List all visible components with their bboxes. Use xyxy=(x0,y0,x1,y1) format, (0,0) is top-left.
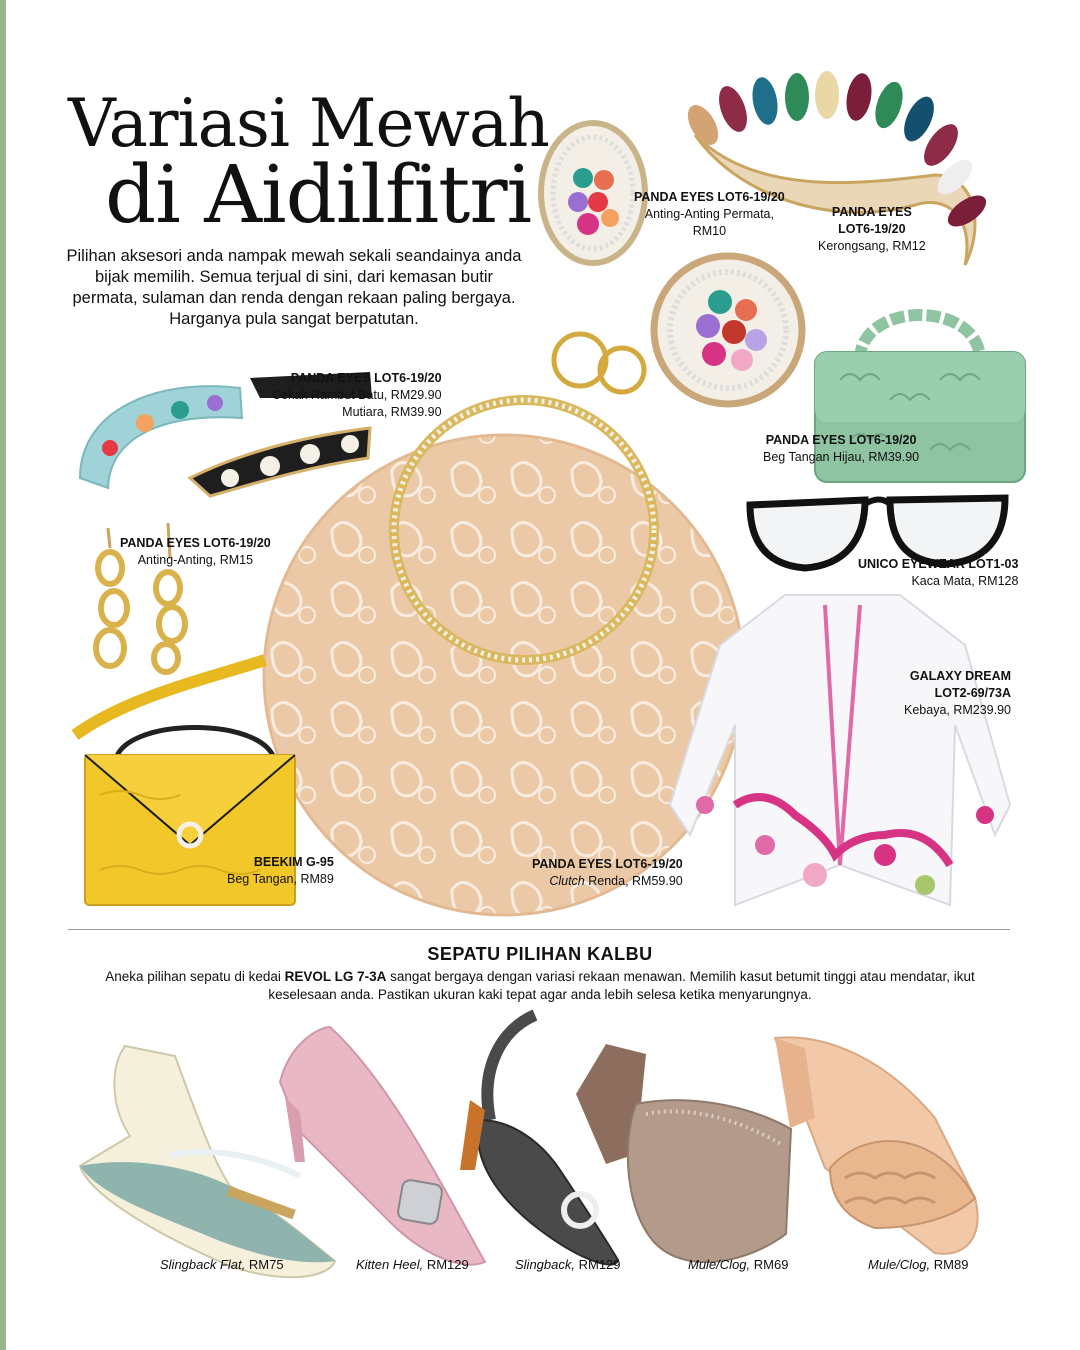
caption-desc: Anting-Anting Permata, xyxy=(644,207,774,221)
page-edge-strip xyxy=(0,0,6,1350)
page-title-line1: Variasi Mewah xyxy=(68,85,549,162)
caption-kerongsang xyxy=(818,204,926,255)
shoe-caption-4 xyxy=(688,1257,788,1272)
caption-brand: PANDA EYES LOT6-19/20 xyxy=(634,190,785,204)
shoes-intro-text-2: sangat bergaya dengan variasi rekaan menawan. Memilih kasut betumit tinggi atau mendatar, ikut keselesaan anda. Pastikan ukuran kaki tepat agar anda lebih selesa ketika menyarungnya. xyxy=(268,969,975,1002)
shoe-price: RM89 xyxy=(930,1257,969,1272)
caption-brand: PANDA EYES LOT6-19/20 xyxy=(120,536,271,550)
shoe-name: Mule/Clog, xyxy=(688,1257,751,1272)
caption-desc: Beg Tangan, RM89 xyxy=(227,872,334,886)
section-divider xyxy=(68,929,1010,930)
shoe-caption-5 xyxy=(868,1257,968,1272)
caption-kebaya xyxy=(904,668,1011,719)
caption-beg-tangan-hijau xyxy=(763,432,919,466)
caption-desc: Kerongsang, RM12 xyxy=(818,239,926,253)
caption-desc: Anting-Anting, RM15 xyxy=(137,553,254,567)
shoe-caption-1 xyxy=(160,1257,284,1272)
caption-anting-permata xyxy=(634,189,785,240)
caption-desc: Renda, RM59.90 xyxy=(584,874,683,888)
caption-desc: Kaca Mata, RM128 xyxy=(911,574,1019,588)
caption-brand-line2: LOT6-19/20 xyxy=(838,222,906,236)
kebaya-image xyxy=(665,585,1020,915)
caption-cekak-rambut xyxy=(272,370,442,421)
shoe-caption-2 xyxy=(356,1257,469,1272)
caption-desc: Kebaya, RM239.90 xyxy=(904,703,1012,717)
caption-brand: PANDA EYES LOT6-19/20 xyxy=(532,857,683,871)
shoe-name: Kitten Heel, xyxy=(356,1257,424,1272)
intro-paragraph: Pilihan aksesori anda nampak mewah sekali seandainya anda bijak memilih. Semua terjual di sini, dari kemasan butir permata, sulaman dan renda dengan rekaan paling bergaya. Harganya pula sangat berpatutan. xyxy=(66,247,522,328)
mule-clog-woven-image xyxy=(735,1028,985,1273)
shoe-caption-3 xyxy=(515,1257,621,1272)
caption-desc-italic: Clutch xyxy=(549,874,585,888)
caption-desc-2: Mutiara, RM39.90 xyxy=(342,405,442,419)
shoe-price: RM129 xyxy=(574,1257,621,1272)
caption-anting-anting xyxy=(120,535,271,569)
caption-kaca-mata xyxy=(858,556,1018,590)
jeweled-earring-image xyxy=(538,118,648,268)
caption-clutch-renda xyxy=(532,856,683,890)
caption-price: RM10 xyxy=(692,224,727,238)
caption-brand: PANDA EYES LOT6-19/20 xyxy=(765,433,917,447)
shoe-name: Slingback, xyxy=(515,1257,575,1272)
caption-brand: UNICO EYEWEAR LOT1-03 xyxy=(858,557,1019,571)
shoe-price: RM129 xyxy=(423,1257,469,1272)
shoe-name: Mule/Clog, xyxy=(868,1257,931,1272)
shoes-section-intro xyxy=(90,968,990,1004)
shoe-price: RM75 xyxy=(245,1257,284,1272)
shoes-intro-text: Aneka pilihan sepatu di kedai xyxy=(105,969,285,984)
shoe-name: Slingback Flat, xyxy=(160,1257,246,1272)
caption-beg-tangan xyxy=(227,854,334,888)
caption-brand: PANDA EYES LOT6-19/20 xyxy=(290,371,442,385)
caption-desc-line xyxy=(532,873,683,890)
caption-desc: Cekak Rambut Batu, RM29.90 xyxy=(272,388,442,402)
shoes-section-title: SEPATU PILIHAN KALBU xyxy=(427,944,653,964)
caption-desc: Beg Tangan Hijau, RM39.90 xyxy=(763,450,920,464)
caption-brand: BEEKIM G-95 xyxy=(253,855,334,869)
caption-brand-line1: GALAXY DREAM xyxy=(909,669,1012,683)
shoes-intro-store: REVOL LG 7-3A xyxy=(284,969,387,984)
page-title-line2: di Aidilfitri xyxy=(105,148,532,241)
caption-brand-line2: LOT2-69/73A xyxy=(934,686,1012,700)
shoe-price: RM69 xyxy=(750,1257,789,1272)
caption-brand-line1: PANDA EYES xyxy=(831,205,912,219)
